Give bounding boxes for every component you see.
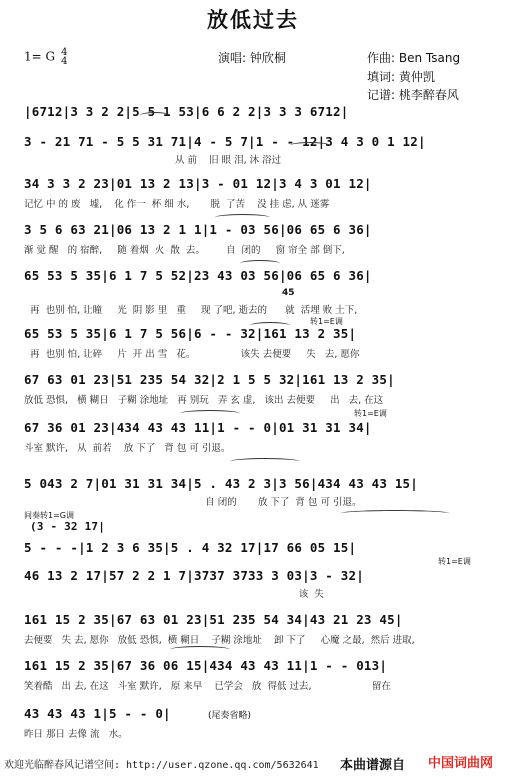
notes-line: 3 - 21 71 - 5 5 31 71|4 - 5 7|1 - - 12|3 4 3 0 1 12|	[24, 134, 426, 149]
notes-line: 5 043 2 7|01 31 31 34|5 . 43 2 3|3 56|434 43 43 15|	[24, 476, 419, 491]
slur-mark	[240, 260, 280, 267]
transcriber-credit: 记谱: 桃李醉春风	[367, 88, 459, 102]
lyrics-line: 再 也别 怕, 让碎 片 开 出 雪 花。 该失 去便要 失 去, 愿你	[24, 349, 360, 360]
chord-number: 45	[282, 288, 295, 298]
lyrics-line: 去便要 失 去, 愿你 放低 恐惧, 横 糊日 子糊 涂地址 卸 下了 心魔 之最, 然后 进取,	[24, 635, 415, 646]
composer-credit: 作曲: Ben Tsang	[367, 51, 461, 65]
notes-line: 43 43 43 1|5 - - 0|	[24, 706, 171, 721]
lyrics-line: 再 也别 怕, 让瞳 光 阴 影 里 重 现 了吧, 逝去的 就 活埋 败 土下,	[24, 305, 358, 316]
interlude-notes: (3 - 32 17|	[30, 520, 106, 533]
notes-line: 65 53 5 35|6 1 7 5 56|6 - - 32|161 13 2 35|	[24, 326, 357, 341]
slur-mark	[290, 142, 330, 149]
slur-mark	[340, 510, 450, 517]
lyrics-line: 从 前 旧 眼 泪, 沐 浴过	[24, 155, 282, 166]
slur-mark	[230, 458, 300, 465]
slur-mark	[250, 322, 290, 329]
lyrics-line: 记忆 中 的 废 墟, 化 作一 杯 细 水, 脱 了苦 没 挂 虑, 从 迷雾	[24, 199, 330, 210]
notes-line: 161 15 2 35|67 63 01 23|51 235 54 34|43 21 23 45|	[24, 612, 403, 627]
interlude-mark: 间奏转1=G调	[24, 511, 74, 520]
notes-line: 161 15 2 35|67 36 06 15|434 43 43 11|1 - - 013|	[24, 658, 388, 673]
time-top: 4	[61, 47, 68, 58]
time-signature	[61, 48, 67, 66]
notes-line: |6712|3 3 2 2|5 5 1 53|6 6 2 2|3 3 3 6712|	[24, 104, 349, 119]
lyrics-line: 放低 恐惧, 横 糊日 子糊 涂地址 再 别玩 弄 玄 虚, 该出 去便要 出 去, 在这	[24, 395, 384, 406]
notes-line: 67 63 01 23|51 235 54 32|2 1 5 5 32|161 13 2 35|	[24, 372, 395, 387]
modulation-mark: 转1=E调	[354, 409, 387, 418]
score-title: 放低过去	[207, 7, 299, 32]
notes-line: 3 5 6 63 21|06 13 2 1 1|1 - 03 56|06 65 6 36|	[24, 222, 372, 237]
lyrics-line: 该 失	[24, 589, 324, 600]
lyrics-line: 自 闭的 放 下了 背 包 可 引退。	[24, 497, 362, 508]
time-bottom: 4	[61, 56, 68, 67]
lyrics-line: 斗室 默许, 从 前若 放 下了 背 包 可 引退。	[24, 443, 231, 454]
outro-note: (尾奏省略)	[208, 711, 252, 721]
slur-mark	[170, 646, 230, 653]
modulation-mark: 转1=E调	[310, 317, 343, 326]
lyrics-line: 渐 觉 醒 的 宿醉, 随 着烟 火 散 去。 自 闭的 窗 帘全 部 倒下,	[24, 245, 345, 256]
notes-line: 46 13 2 17|57 2 2 1 7|3737 3733 3 03|3 - 32|	[24, 568, 364, 583]
watermark-site: 中国词曲网	[428, 756, 494, 771]
notes-line: 65 53 5 35|6 1 7 5 52|23 43 03 56|06 65 6 36|	[24, 268, 372, 283]
notes-line: 5 - - -|1 2 3 6 35|5 . 4 32 17|17 66 05 15|	[24, 540, 357, 555]
notes-line: 34 3 3 2 23|01 13 2 13|3 - 01 12|3 4 3 01 12|	[24, 176, 372, 191]
key-signature	[24, 48, 67, 66]
key-label: 1= G	[24, 49, 56, 64]
footer-url: 欢迎光临醉春风记谱空间: http://user.qzone.qq.com/5632641	[4, 760, 319, 771]
slur-mark	[180, 410, 240, 417]
watermark-source: 本曲谱源自	[340, 758, 406, 773]
singer-credit: 演唱: 钟欣桐	[218, 51, 286, 65]
lyrics-line: 昨日 那日 去像 流 水。	[24, 729, 128, 740]
notes-line: 67 36 01 23|434 43 43 11|1 - - 0|01 31 31 34|	[24, 420, 372, 435]
lyricist-credit: 填词: 黄仲凯	[367, 70, 435, 84]
lyrics-line: 笑着酷 出 去, 在这 斗室 默许, 原 来早 已学会 放 得低 过去, 留在	[24, 681, 391, 692]
modulation-mark: 转1=E调	[438, 557, 471, 566]
slur-mark	[215, 214, 270, 221]
slur-mark	[140, 112, 170, 119]
